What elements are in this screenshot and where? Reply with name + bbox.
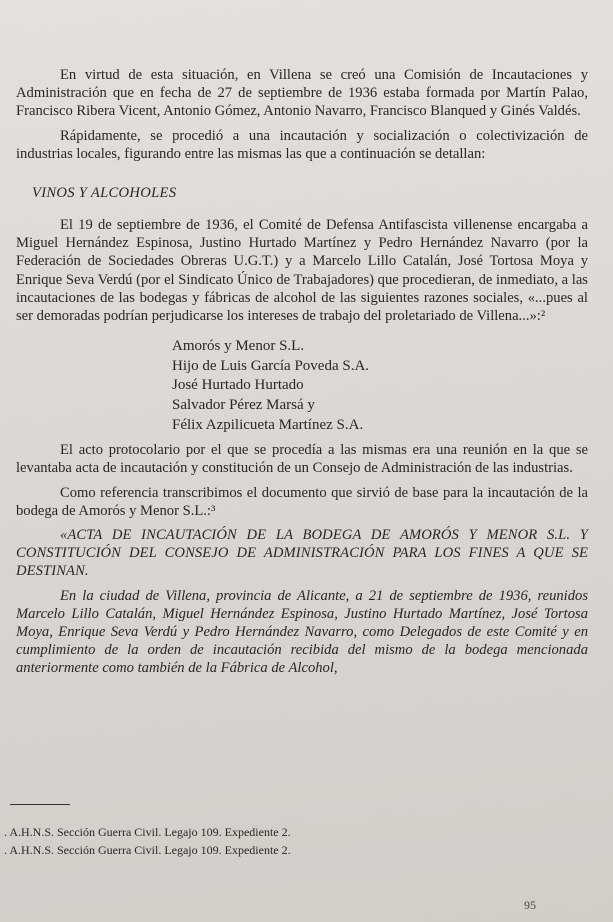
- company-list: [172, 337, 588, 435]
- company-item: Hijo de Luis García Poveda S.A.: [172, 357, 370, 374]
- company-item: Amorós y Menor S.L.: [172, 338, 305, 355]
- paragraph-committee: El 19 de septiembre de 1936, el Comité de Defensa Antifascista villenense encargaba a Miguel Hernández Espinosa, Justino Hurtado Martínez y Pedro Hernández Navarro (por la Federación de Sociedades Obreras U.G.T.) y a Marcelo Lillo Catalán, José Tortosa Moya y Enrique Seva Verdú (por el Sindicato Único de Trabajadores) que procedieran, de inmediato, a las incautaciones de las bodegas y fábricas de alcohol de las siguientes razones sociales, «...pues al ser demoradas podrían perjudicarse los intereses de trabajo del proletariado de Villena...»:²: [16, 217, 588, 325]
- company-item: José Hurtado Hurtado: [172, 377, 304, 394]
- footnote: . A.H.N.S. Sección Guerra Civil. Legajo 109. Expediente 2.: [4, 843, 291, 857]
- quote-body: En la ciudad de Villena, provincia de Alicante, a 21 de septiembre de 1936, reunidos Marcelo Lillo Catalán, Miguel Hernández Espinosa, Justino Hurtado Martínez, José Tortosa Moya, Enrique Seva Verdú y Pedro Hernández Navarro, como Delegados de este Comité y en cumplimiento de la orden de incautación recibida del mismo de la bodega mencionada anteriormente como también de la Fábrica de Alcohol,: [16, 587, 588, 677]
- footnotes: [4, 823, 504, 859]
- paragraph-protocol: El acto protocolario por el que se procedía a las mismas era una reunión en la que se levantaba acta de incautación y constitución de un Consejo de Administración de las industrias.: [16, 442, 588, 477]
- section-heading: VINOS Y ALCOHOLES: [32, 185, 177, 202]
- body-text: [0, 66, 588, 678]
- footnote-rule: [10, 804, 70, 805]
- page-number: 95: [524, 898, 536, 912]
- company-item: Salvador Pérez Marsá y: [172, 397, 315, 414]
- paragraph-collectivization: Rápidamente, se procedió a una incautación y socialización o colectivización de industrias locales, figurando entre las mismas las que a continuación se detallan:: [16, 127, 588, 162]
- paragraph-reference: Como referencia transcribimos el documento que sirvió de base para la incautación de la bodega de Amorós y Menor S.L.:³: [16, 484, 588, 519]
- quote-heading: «ACTA DE INCAUTACIÓN DE LA BODEGA DE AMORÓS Y MENOR S.L. Y CONSTITUCIÓN DEL CONSEJO DE ADMINISTRACIÓN PARA LOS FINES A QUE SE DESTINAN.: [16, 527, 588, 580]
- company-item: Félix Azpilicueta Martínez S.A.: [172, 416, 364, 433]
- footnote: . A.H.N.S. Sección Guerra Civil. Legajo 109. Expediente 2.: [4, 825, 291, 839]
- paragraph-commission: En virtud de esta situación, en Villena se creó una Comisión de Incautaciones y Administración que en fecha de 27 de septiembre de 1936 estaba formada por Martín Palao, Francisco Ribera Vicent, Antonio Gómez, Antonio Navarro, Francisco Blanqued y Ginés Valdés.: [16, 67, 588, 120]
